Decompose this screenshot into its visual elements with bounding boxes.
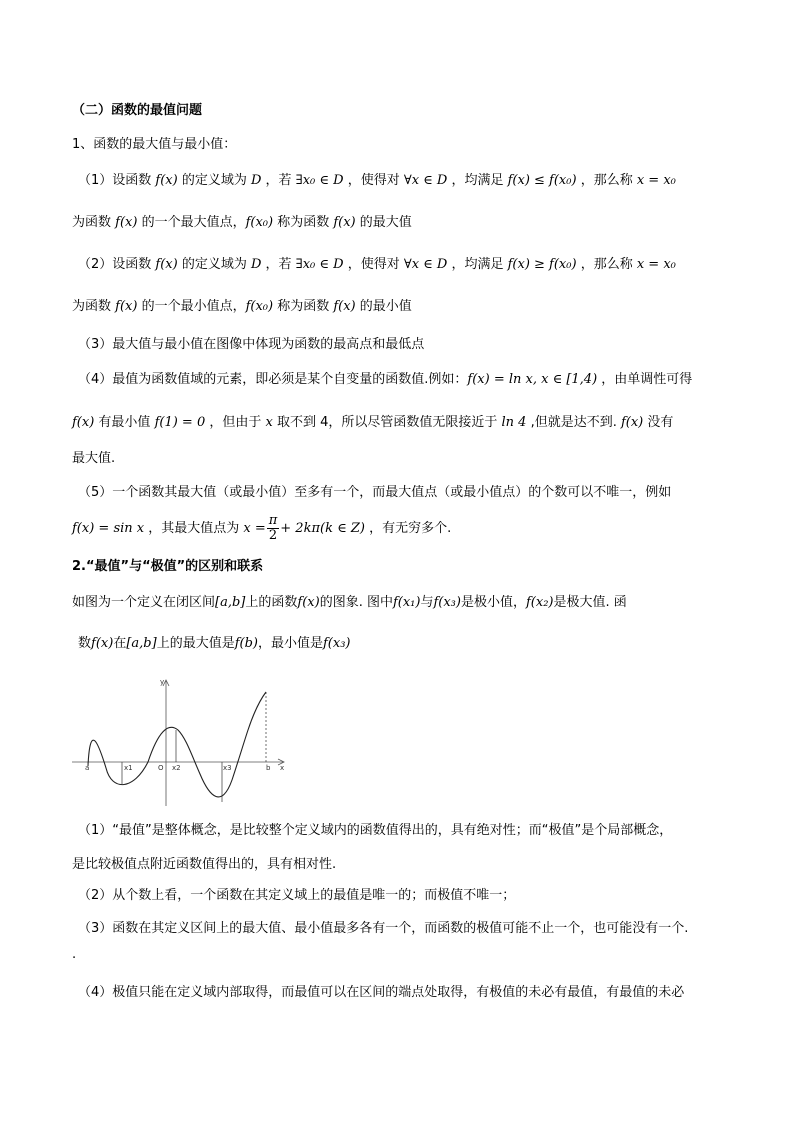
text-run: ，那么称 [576, 257, 637, 272]
math-exists-x0: ∃x₀ ∈ D [295, 173, 344, 188]
math-fx0: f(x₀) [245, 215, 274, 230]
text-run: 为函数 [72, 215, 116, 230]
text-run: ，最小值是 [257, 636, 323, 651]
text-run: 为函数 [72, 299, 116, 314]
text-run: 没有 [643, 415, 674, 430]
label-x1: x1 [124, 764, 133, 772]
text-run: ，使得对 [343, 173, 404, 188]
math-fx1: f(x₁) [392, 595, 421, 610]
math-forall-x: ∀x ∈ D [403, 173, 448, 188]
text-run: 是极大值. 函 [553, 595, 627, 610]
range-note-line3: 最大值. [72, 451, 116, 466]
text-run: ，若 [261, 173, 296, 188]
text-run: （1）设函数 [78, 173, 156, 188]
text-run: ，均满足 [447, 257, 508, 272]
text-run: ，有无穷多个. [364, 521, 452, 536]
math-fx: f(x) [115, 299, 138, 314]
text-run: ，但由于 [205, 415, 266, 430]
text-run: 的一个最大值点， [137, 215, 246, 230]
math-interval-ab: [a,b] [215, 595, 246, 610]
graph-intro-line2 [78, 635, 351, 653]
extrema-graph-note: （3）最大值与最小值在图像中体现为函数的最高点和最低点 [78, 337, 425, 352]
math-lnx-definition: f(x) = ln x, x ∈ [1,4) [467, 372, 598, 387]
math-plus-2kpi: + 2kπ(k ∈ Z) [280, 521, 365, 536]
min-definition-line1 [78, 256, 676, 274]
text-run: ，使得对 [343, 257, 404, 272]
comparison-1-line2: 是比较极值点附近函数值得出的，具有相对性. [72, 857, 337, 872]
uniqueness-note-line2 [72, 514, 451, 543]
math-fx: f(x) [620, 415, 644, 430]
math-fx2: f(x₂) [525, 595, 554, 610]
math-fx: f(x) [115, 215, 138, 230]
text-run: 的定义域为 [177, 257, 251, 272]
text-run: ，若 [261, 257, 296, 272]
math-inequality-min: f(x) ≥ f(x₀) [507, 257, 577, 272]
math-ln4: ln 4 [501, 415, 527, 430]
stray-dot: · [72, 951, 77, 966]
math-inequality-max: f(x) ≤ f(x₀) [507, 173, 577, 188]
function-curve [88, 692, 266, 797]
math-forall-x: ∀x ∈ D [403, 257, 448, 272]
math-x-eq-x0: x = x₀ [636, 173, 676, 188]
math-f1-equals-0: f(1) = 0 [154, 415, 206, 430]
text-run: 如图为一个定义在闭区间 [72, 595, 216, 610]
min-definition-line2 [72, 298, 412, 316]
comparison-1-line1: （1）“最值”是整体概念，是比较整个定义域内的函数值得出的，具有绝对性；而“极值”是个局部概念， [78, 823, 673, 838]
text-run: 的图象. 图中 [319, 595, 393, 610]
text-run: 的一个最小值点， [137, 299, 246, 314]
text-run: 的最大值 [355, 215, 412, 230]
math-fx0: f(x₀) [245, 299, 274, 314]
text-run: 的最小值 [355, 299, 412, 314]
label-b: b [266, 764, 271, 772]
math-fx3: f(x₃) [323, 636, 351, 651]
math-x-eq-x0: x = x₀ [636, 257, 676, 272]
math-domain: D [250, 173, 262, 188]
math-fx: f(x) [297, 595, 320, 610]
text-run: 取不到 4，所以尽管函数值无限接近于 [272, 415, 502, 430]
range-note-line2 [72, 414, 673, 432]
frac-denominator: 2 [268, 528, 278, 543]
math-fx: f(x) [333, 299, 356, 314]
item1-heading: 1、函数的最大值与最小值： [72, 137, 237, 152]
text-run: 的定义域为 [177, 173, 251, 188]
label-y: y [160, 678, 165, 686]
comparison-3: （3）函数在其定义区间上的最大值、最小值最多各有一个，而函数的极值可能不止一个，也可能没有一个. [78, 921, 689, 936]
label-x: x [280, 764, 285, 772]
section-title: （二）函数的最值问题 [72, 103, 203, 118]
comparison-4: （4）极值只能在定义域内部取得，而最值可以在区间的端点处取得，有极值的未必有最值，有最值的未必 [78, 985, 685, 1000]
math-domain: D [250, 257, 262, 272]
text-run: 称为函数 [273, 215, 334, 230]
text-run: 称为函数 [273, 299, 334, 314]
math-x-eq: x = [243, 521, 266, 536]
math-fx: f(x) [333, 215, 356, 230]
math-fx: f(x) [155, 173, 178, 188]
text-run: 在 [113, 636, 127, 651]
math-fx: f(x) [72, 415, 95, 430]
range-note-line1 [78, 371, 692, 389]
math-pi-over-2 [267, 514, 280, 543]
text-run: （4）最值为函数值域的元素，即必须是某个自变量的函数值.例如： [78, 372, 468, 387]
math-fb: f(b) [234, 636, 258, 651]
max-definition-line2 [72, 214, 412, 232]
item2-heading: 2.“最值”与“极值”的区别和联系 [72, 559, 264, 574]
label-x3: x3 [223, 764, 232, 772]
math-x: x [265, 415, 273, 430]
label-origin: O [158, 764, 164, 772]
math-sinx: f(x) = sin x [72, 521, 145, 536]
text-run: ，那么称 [576, 173, 637, 188]
max-definition-line1 [78, 172, 676, 190]
graph-intro-line1 [72, 594, 627, 612]
text-run: 上的函数 [245, 595, 298, 610]
text-run: （2）设函数 [78, 257, 156, 272]
math-interval-ab: [a,b] [126, 636, 157, 651]
text-run: 是极小值， [460, 595, 526, 610]
frac-numerator: π [268, 513, 278, 528]
text-run: 数 [78, 636, 92, 651]
uniqueness-note-line1: （5）一个函数其最大值（或最小值）至多有一个，而最大值点（或最小值点）的个数可以不唯一，例如 [78, 485, 672, 500]
text-run: ，均满足 [447, 173, 508, 188]
math-fx: f(x) [91, 636, 114, 651]
text-run: ，其最大值点为 [144, 521, 244, 536]
text-run: 上的最大值是 [156, 636, 235, 651]
text-run: ,但就是达不到. [526, 415, 621, 430]
text-run: ，由单调性可得 [597, 372, 693, 387]
text-run: 有最小值 [94, 415, 155, 430]
comparison-2: （2）从个数上看，一个函数在其定义域上的最值是唯一的；而极值不唯一； [78, 888, 516, 903]
text-run: 与 [420, 595, 434, 610]
math-fx3: f(x₃) [433, 595, 461, 610]
math-fx: f(x) [155, 257, 178, 272]
math-exists-x0: ∃x₀ ∈ D [295, 257, 344, 272]
label-a: a [85, 764, 90, 772]
label-x2: x2 [172, 764, 181, 772]
function-graph [72, 672, 292, 810]
